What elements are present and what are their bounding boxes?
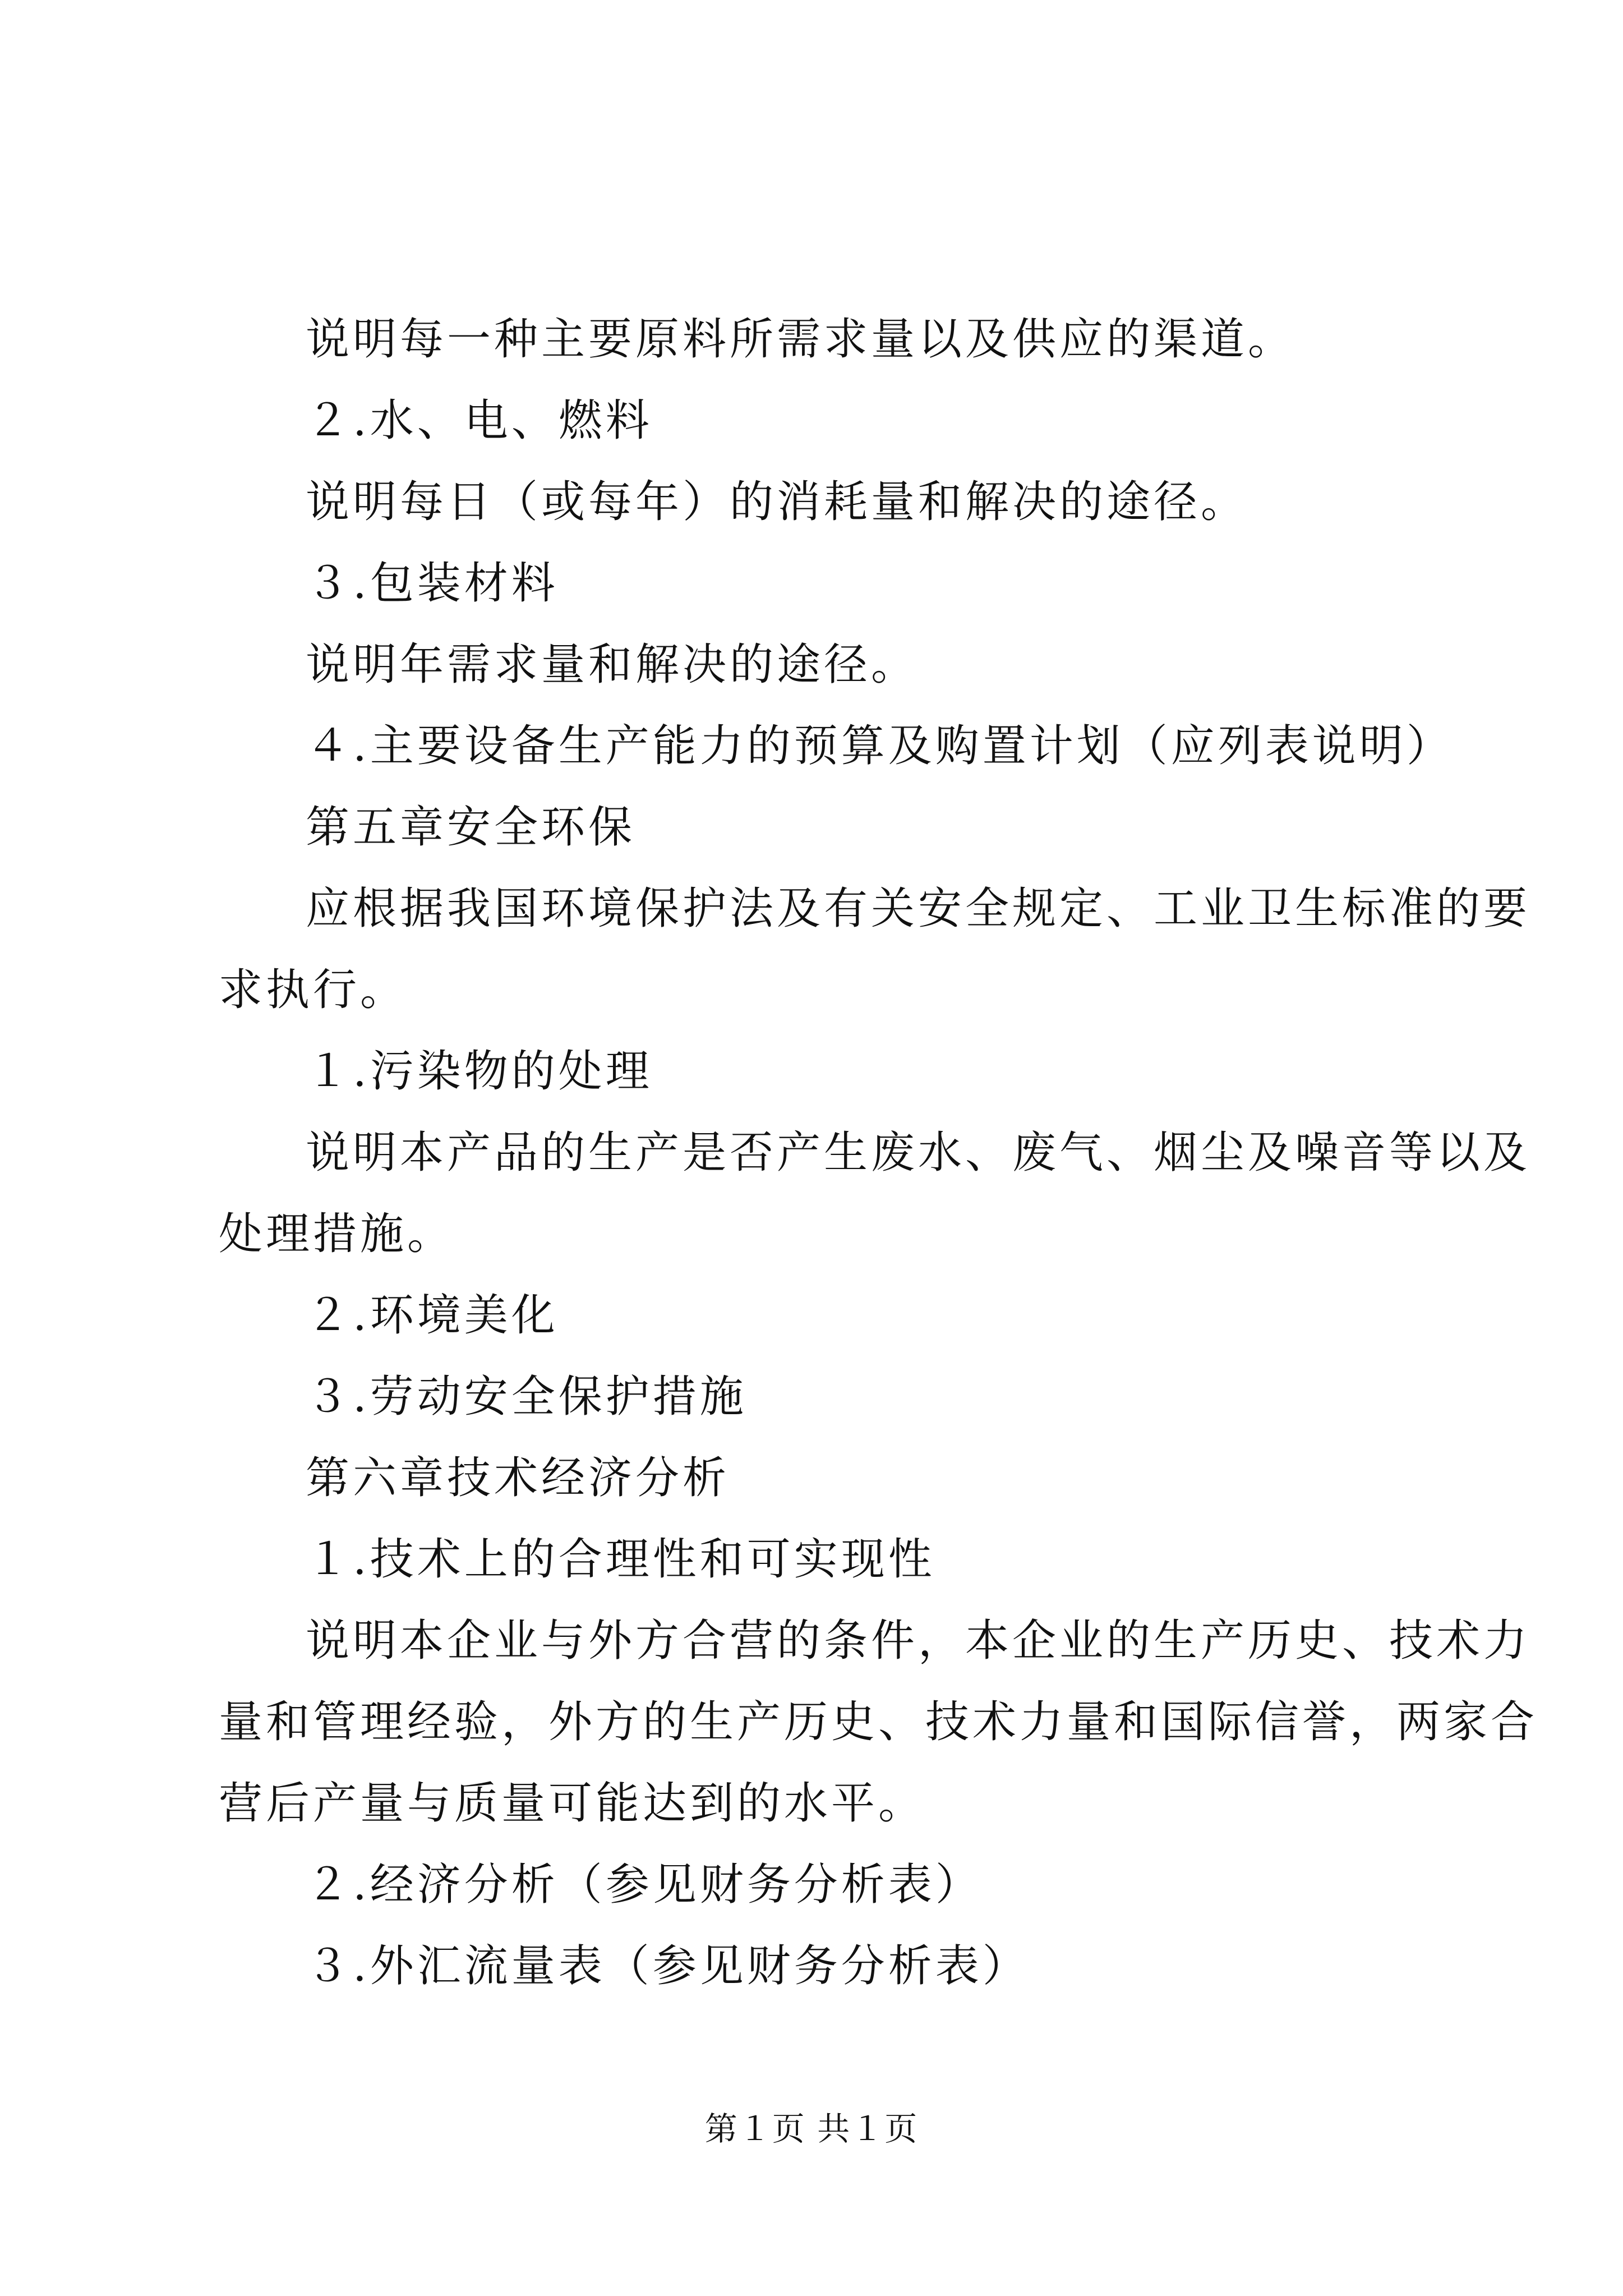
paragraph-line: 处理措施。 — [219, 1209, 455, 1259]
paragraph-line: ３.外汇流量表（参见财务分析表） — [306, 1941, 1030, 1991]
paragraph-line: １.技术上的合理性和可实现性 — [306, 1534, 935, 1585]
paragraph-line: ４.主要设备生产能力的预算及购置计划（应列表说明） — [306, 721, 1454, 771]
paragraph-line: １.污染物的处理 — [306, 1046, 653, 1097]
paragraph-line: 说明本企业与外方合营的条件，本企业的生产历史、技术力 — [306, 1616, 1531, 1666]
paragraph-line: 应根据我国环境保护法及有关安全规定、工业卫生标准的要 — [306, 884, 1531, 934]
paragraph-line: ２.环境美化 — [306, 1290, 559, 1341]
section-heading: 第六章技术经济分析 — [306, 1453, 730, 1503]
paragraph-line: 求执行。 — [219, 965, 408, 1015]
paragraph-line: 量和管理经验，外方的生产历史、技术力量和国际信誉，两家合 — [219, 1697, 1538, 1747]
paragraph-line: 营后产量与质量可能达到的水平。 — [219, 1778, 926, 1829]
paragraph-line: 说明年需求量和解决的途径。 — [306, 639, 919, 690]
section-heading: 第五章安全环保 — [306, 802, 636, 853]
paragraph-line: ３.劳动安全保护措施 — [306, 1372, 747, 1422]
paragraph-line: ２.经济分析（参见财务分析表） — [306, 1860, 983, 1910]
page-number-footer: 第１页 共１页 — [704, 2110, 919, 2148]
paragraph-line: 说明每一种主要原料所需求量以及供应的渠道。 — [306, 314, 1295, 365]
paragraph-line: ３.包装材料 — [306, 558, 559, 609]
paragraph-line: 说明本产品的生产是否产生废水、废气、烟尘及噪音等以及 — [306, 1128, 1531, 1178]
paragraph-line: 说明每日（或每年）的消耗量和解决的途径。 — [306, 477, 1248, 527]
paragraph-line: ２.水、电、燃料 — [306, 395, 653, 446]
